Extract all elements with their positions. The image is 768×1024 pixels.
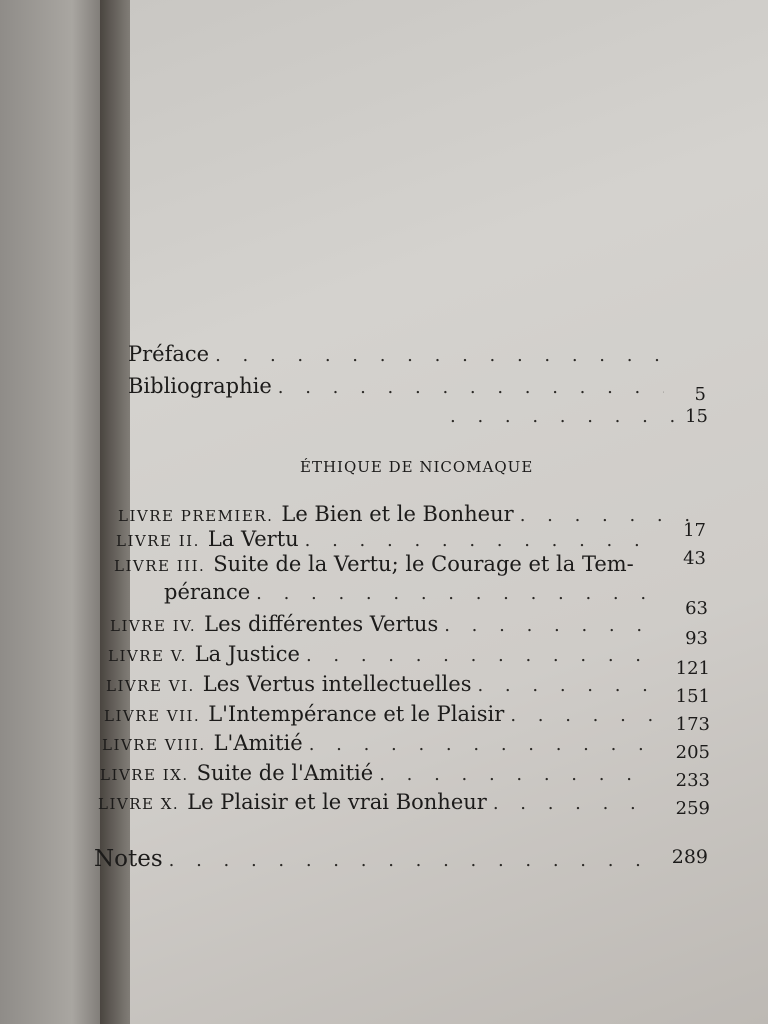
toc-entry-label: Bibliographie (128, 374, 272, 398)
toc-page-number: 121 (675, 658, 710, 679)
leader-dots (215, 345, 664, 366)
leader-dots (379, 764, 652, 785)
chapter-title: Les Vertus intellectuelles (202, 672, 472, 696)
toc-page-number: 289 (671, 846, 708, 868)
chapter-title: L'Intempérance et le Plaisir (208, 702, 505, 726)
toc-page-number: 259 (675, 798, 710, 819)
livre-label: LIVRE II. (116, 532, 200, 550)
leader-dots (278, 377, 664, 398)
toc-page-number: 43 (683, 548, 706, 569)
livre-label: LIVRE VIII. (102, 736, 206, 754)
leader-dots (444, 615, 650, 636)
leader-dots (477, 675, 652, 696)
toc-entry-preface (128, 342, 670, 366)
livre-label: LIVRE V. (108, 647, 187, 665)
chapter-title: Suite de la Vertu; le Courage et la Tem- (213, 552, 634, 576)
livre-label: LIVRE IV. (110, 617, 197, 635)
toc-page-number: 5 (694, 384, 706, 405)
chapter-title: La Justice (194, 642, 300, 666)
livre-label: LIVRE IX. (100, 766, 189, 784)
livre-label: LIVRE X. (98, 795, 180, 813)
leader-dots (450, 406, 679, 427)
toc-leader-row (150, 406, 708, 427)
chapter-title: Suite de l'Amitié (196, 761, 374, 785)
toc-page-number: 17 (683, 520, 706, 541)
toc-page-number: 233 (675, 770, 710, 791)
livre-label: LIVRE III. (114, 557, 206, 575)
section-title: ÉTHIQUE DE NICOMAQUE (300, 458, 534, 476)
toc-chapter (118, 502, 710, 526)
leader-dots (510, 705, 652, 726)
livre-label: LIVRE PREMIER. (118, 507, 274, 525)
leader-dots (305, 530, 650, 551)
toc-chapter (116, 527, 656, 551)
toc-chapter (100, 761, 658, 785)
toc-chapter (108, 642, 658, 666)
livre-label: LIVRE VII. (104, 707, 201, 725)
toc-entry-notes (94, 846, 658, 872)
toc-page-number: 93 (685, 628, 708, 649)
toc-chapter (98, 790, 658, 814)
toc-entry-label: Préface (128, 342, 210, 366)
leader-dots (306, 645, 652, 666)
toc-page-number: 173 (675, 714, 710, 735)
toc-chapter (102, 731, 658, 755)
toc-entry-label: Notes (94, 846, 163, 872)
livre-label: LIVRE VI. (106, 677, 195, 695)
toc-page-number: 63 (685, 598, 708, 619)
chapter-title: L'Amitié (213, 731, 303, 755)
toc-chapter-continuation (164, 580, 670, 604)
toc-chapter (114, 552, 714, 576)
chapter-title-continuation: pérance (164, 580, 251, 604)
leader-dots (256, 583, 664, 604)
leader-dots (309, 734, 652, 755)
chapter-title: Les différentes Vertus (204, 612, 439, 636)
toc-page-number: 205 (675, 742, 710, 763)
toc-entry-bibliographie (128, 374, 670, 398)
toc-chapter (106, 672, 658, 696)
chapter-title: Le Bien et le Bonheur (281, 502, 514, 526)
chapter-title: Le Plaisir et le vrai Bonheur (187, 790, 487, 814)
leader-dots (493, 793, 652, 814)
leader-dots (169, 850, 652, 871)
chapter-title: La Vertu (207, 527, 299, 551)
toc-chapter (110, 612, 656, 636)
toc-page-number: 15 (685, 406, 708, 427)
toc-page-number: 151 (675, 686, 710, 707)
toc-chapter (104, 702, 658, 726)
